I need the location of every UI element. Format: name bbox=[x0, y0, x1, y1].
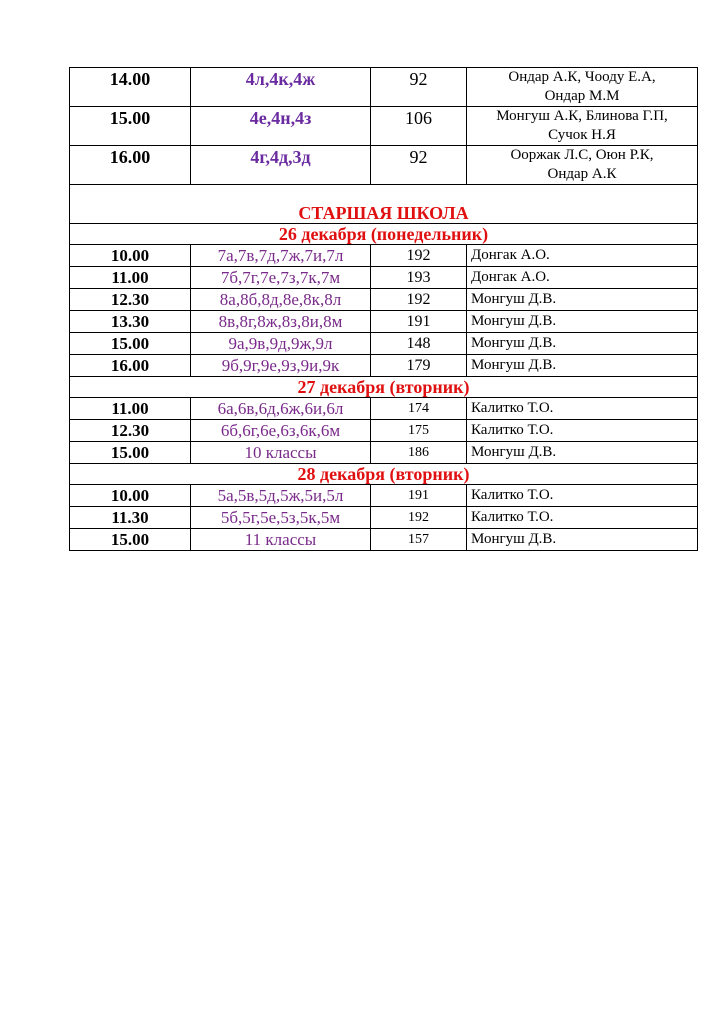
time-cell: 10.00 bbox=[70, 245, 191, 267]
table-row bbox=[70, 311, 698, 333]
classes-cell: 4л,4к,4ж bbox=[191, 68, 371, 107]
room-cell: 175 bbox=[371, 420, 467, 442]
teacher-cell: Калитко Т.О. bbox=[467, 420, 698, 442]
classes-cell: 4г,4д,3д bbox=[191, 146, 371, 185]
time-cell: 12.30 bbox=[70, 289, 191, 311]
time-cell: 16.00 bbox=[70, 146, 191, 185]
room-cell: 186 bbox=[371, 442, 467, 464]
table-row bbox=[70, 529, 698, 551]
time-cell: 11.00 bbox=[70, 398, 191, 420]
table-row bbox=[70, 485, 698, 507]
teacher-cell: Монгуш Д.В. bbox=[467, 311, 698, 333]
day-heading-row bbox=[70, 224, 698, 245]
table-row bbox=[70, 420, 698, 442]
time-cell: 13.30 bbox=[70, 311, 191, 333]
classes-cell: 6б,6г,6е,6з,6к,6м bbox=[191, 420, 371, 442]
room-cell: 191 bbox=[371, 311, 467, 333]
room-cell: 193 bbox=[371, 267, 467, 289]
time-cell: 15.00 bbox=[70, 333, 191, 355]
teacher-line: Ондар А.К bbox=[547, 166, 617, 182]
time-cell: 16.00 bbox=[70, 355, 191, 377]
schedule-table bbox=[69, 67, 698, 551]
section-header-row bbox=[70, 185, 698, 224]
classes-cell: 8в,8г,8ж,8з,8и,8м bbox=[191, 311, 371, 333]
teacher-line: Ондар А.К, Чооду Е.А, bbox=[508, 69, 656, 85]
table-row bbox=[70, 245, 698, 267]
day-heading-row bbox=[70, 377, 698, 398]
table-row bbox=[70, 107, 698, 146]
classes-cell: 5а,5в,5д,5ж,5и,5л bbox=[191, 485, 371, 507]
time-cell: 15.00 bbox=[70, 529, 191, 551]
teacher-cell: Монгуш Д.В. bbox=[467, 333, 698, 355]
table-row bbox=[70, 267, 698, 289]
teacher-line: Сучок Н.Я bbox=[548, 127, 616, 143]
teacher-line: Ондар М.М bbox=[544, 88, 620, 104]
teacher-cell: Монгуш Д.В. bbox=[467, 289, 698, 311]
day-heading-row bbox=[70, 464, 698, 485]
room-cell: 92 bbox=[371, 146, 467, 185]
time-cell: 10.00 bbox=[70, 485, 191, 507]
teacher-cell: Калитко Т.О. bbox=[467, 398, 698, 420]
teacher-cell: Донгак А.О. bbox=[467, 245, 698, 267]
day-heading: 28 декабря (вторник) bbox=[70, 464, 698, 485]
room-cell: 192 bbox=[371, 245, 467, 267]
time-cell: 14.00 bbox=[70, 68, 191, 107]
classes-cell: 4е,4н,4з bbox=[191, 107, 371, 146]
table-row bbox=[70, 507, 698, 529]
classes-cell: 10 классы bbox=[191, 442, 371, 464]
room-cell: 192 bbox=[371, 507, 467, 529]
room-cell: 157 bbox=[371, 529, 467, 551]
classes-cell: 5б,5г,5е,5з,5к,5м bbox=[191, 507, 371, 529]
section-title: СТАРШАЯ ШКОЛА bbox=[70, 185, 698, 224]
room-cell: 92 bbox=[371, 68, 467, 107]
classes-cell: 8а,8б,8д,8е,8к,8л bbox=[191, 289, 371, 311]
classes-cell: 7б,7г,7е,7з,7к,7м bbox=[191, 267, 371, 289]
teacher-cell: Монгуш Д.В. bbox=[467, 442, 698, 464]
table-row bbox=[70, 442, 698, 464]
table-row bbox=[70, 333, 698, 355]
room-cell: 179 bbox=[371, 355, 467, 377]
day-heading: 27 декабря (вторник) bbox=[70, 377, 698, 398]
room-cell: 191 bbox=[371, 485, 467, 507]
teacher-cell: Калитко Т.О. bbox=[467, 507, 698, 529]
teacher-cell: Калитко Т.О. bbox=[467, 485, 698, 507]
classes-cell: 9б,9г,9е,9з,9и,9к bbox=[191, 355, 371, 377]
table-row bbox=[70, 289, 698, 311]
room-cell: 192 bbox=[371, 289, 467, 311]
time-cell: 15.00 bbox=[70, 107, 191, 146]
classes-cell: 7а,7в,7д,7ж,7и,7л bbox=[191, 245, 371, 267]
time-cell: 11.00 bbox=[70, 267, 191, 289]
time-cell: 12.30 bbox=[70, 420, 191, 442]
teacher-cell: Монгуш Д.В. bbox=[467, 355, 698, 377]
day-heading: 26 декабря (понедельник) bbox=[70, 224, 698, 245]
table-row bbox=[70, 398, 698, 420]
time-cell: 11.30 bbox=[70, 507, 191, 529]
room-cell: 148 bbox=[371, 333, 467, 355]
table-row bbox=[70, 355, 698, 377]
classes-cell: 11 классы bbox=[191, 529, 371, 551]
teacher-cell: Донгак А.О. bbox=[467, 267, 698, 289]
teacher-cell bbox=[467, 146, 698, 185]
teacher-cell bbox=[467, 107, 698, 146]
teacher-cell: Монгуш Д.В. bbox=[467, 529, 698, 551]
table-row bbox=[70, 68, 698, 107]
time-cell: 15.00 bbox=[70, 442, 191, 464]
teacher-line: Монгуш А.К, Блинова Г.П, bbox=[496, 108, 668, 124]
classes-cell: 6а,6в,6д,6ж,6и,6л bbox=[191, 398, 371, 420]
teacher-line: Ооржак Л.С, Оюн Р.К, bbox=[510, 147, 654, 163]
classes-cell: 9а,9в,9д,9ж,9л bbox=[191, 333, 371, 355]
table-row bbox=[70, 146, 698, 185]
room-cell: 106 bbox=[371, 107, 467, 146]
room-cell: 174 bbox=[371, 398, 467, 420]
teacher-cell bbox=[467, 68, 698, 107]
